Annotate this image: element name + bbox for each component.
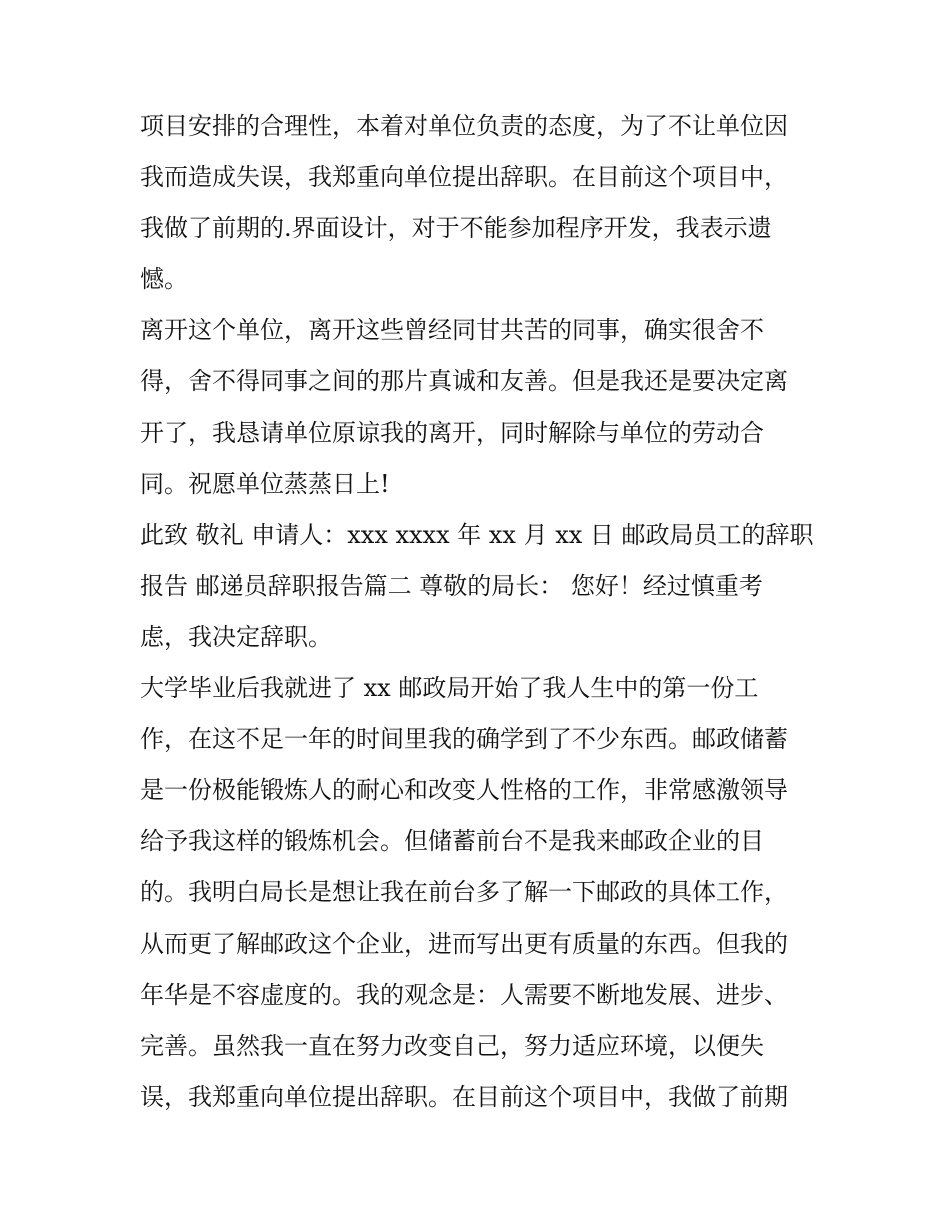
text-line: 给予我这样的锻炼机会。但储蓄前台不是我来邮政企业的目: [140, 827, 764, 856]
text-line: 作，在这不足一年的时间里我的确学到了不少东西。邮政储蓄: [140, 725, 788, 754]
document-body: [140, 101, 820, 1123]
text-line: 同。祝愿单位蒸蒸日上!: [140, 469, 390, 498]
text-line: 年华是不容虚度的。我的观念是：人需要不断地发展、进步、: [140, 980, 788, 1009]
text-line: 得，舍不得同事之间的那片真诚和友善。但是我还是要决定离: [140, 367, 788, 396]
text-line: 误，我郑重向单位提出辞职。在目前这个项目中，我做了前期: [140, 1082, 788, 1111]
text-line: 此致 敬礼 申请人：xxx xxxx 年 xx 月 xx 日 邮政局员工的辞职: [140, 520, 814, 549]
text-line: 我而造成失误，我郑重向单位提出辞职。在目前这个项目中，: [140, 163, 788, 192]
text-line: 报告 邮递员辞职报告篇二 尊敬的局长： 您好！经过慎重考: [140, 571, 763, 600]
text-line: 憾。: [140, 265, 188, 294]
text-line: 我做了前期的.界面设计，对于不能参加程序开发，我表示遗: [140, 214, 772, 243]
text-line: 的。我明白局长是想让我在前台多了解一下邮政的具体工作，: [140, 878, 788, 907]
text-line: 离开这个单位，离开这些曾经同甘共苦的同事，确实很舍不: [140, 316, 764, 345]
text-line: 从而更了解邮政这个企业，进而写出更有质量的东西。但我的: [140, 929, 788, 958]
text-line: 项目安排的合理性，本着对单位负责的态度，为了不让单位因: [140, 112, 788, 140]
text-line: 大学毕业后我就进了 xx 邮政局开始了我人生中的第一份工: [140, 674, 759, 703]
text-line: 完善。虽然我一直在努力改变自己，努力适应环境，以便失: [140, 1031, 764, 1060]
text-line: 虑，我决定辞职。: [140, 622, 332, 651]
text-line: 是一份极能锻炼人的耐心和改变人性格的工作，非常感激领导: [140, 776, 788, 805]
text-line: 开了，我恳请单位原谅我的离开，同时解除与单位的劳动合: [140, 418, 764, 447]
